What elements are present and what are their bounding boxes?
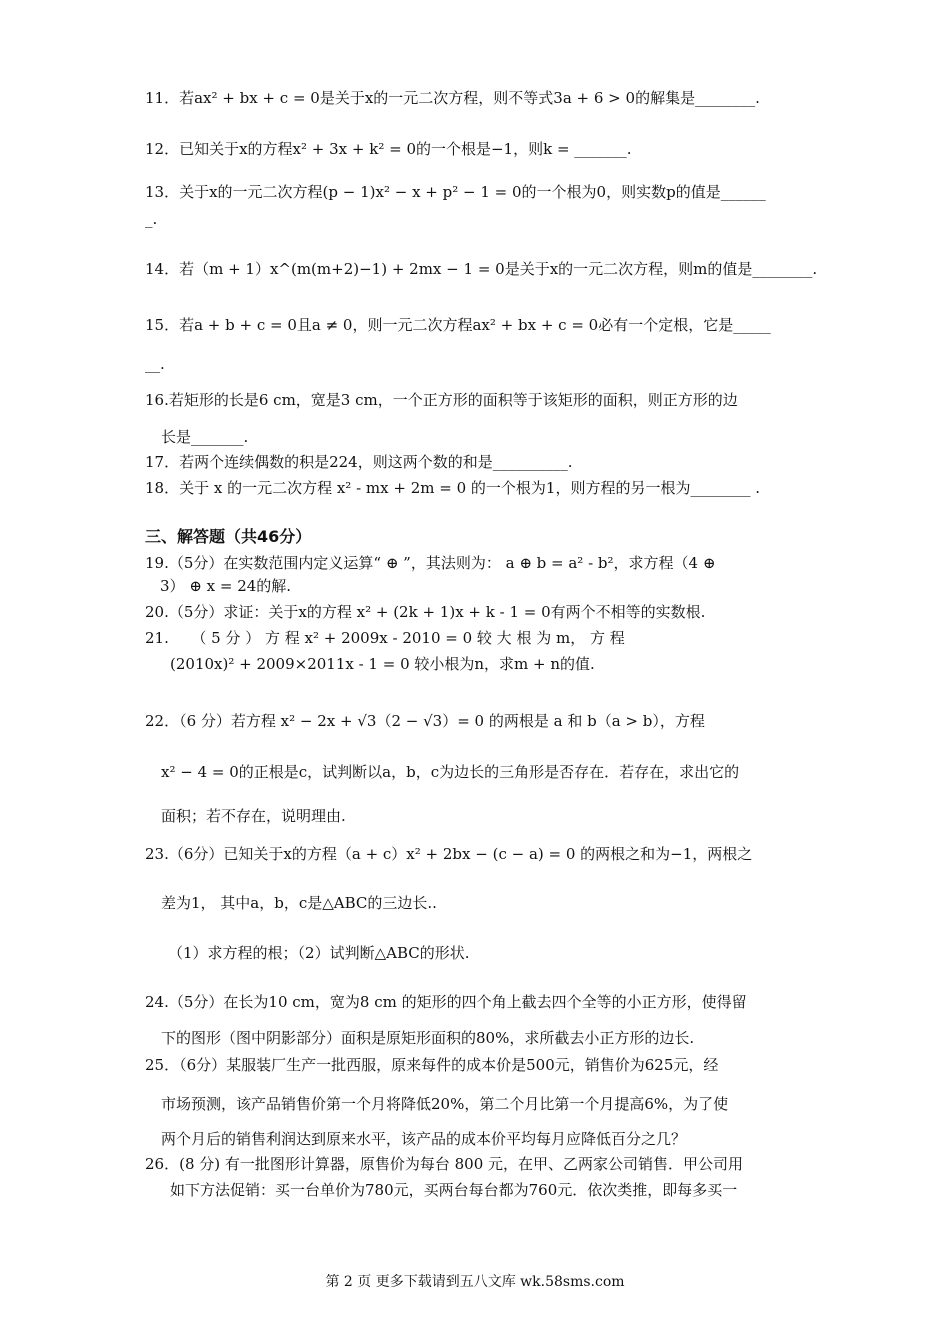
line-q12: 12．已知关于x的方程x² + 3x + k² = 0的一个根是−1，则k = _______. bbox=[145, 140, 632, 158]
line-q22b: x² − 4 = 0的正根是c，试判断以a，b，c为边长的三角形是否存在．若存在，求出它的 bbox=[161, 763, 740, 781]
line-q23c: （1）求方程的根；（2）试判断△ABC的形状. bbox=[168, 944, 470, 962]
line-q20: 20.（5分）求证：关于x的方程 x² + (2k + 1)x + k - 1 = 0有两个不相等的实数根. bbox=[145, 603, 706, 621]
line-q22a: 22．（6 分）若方程 x² − 2x + √3（2 − √3）= 0 的两根是 a 和 b（a > b），方程 bbox=[145, 712, 705, 730]
line-q15b: __. bbox=[145, 355, 165, 373]
section-heading: 三、解答题（共46分） bbox=[145, 527, 312, 546]
line-q24b: 下的图形（图中阴影部分）面积是原矩形面积的80%，求所截去小正方形的边长. bbox=[161, 1029, 695, 1047]
line-q25b: 市场预测，该产品销售价第一个月将降低20%，第二个月比第一个月提高6%，为了使 bbox=[161, 1095, 729, 1113]
line-q26b: 如下方法促销：买一台单价为780元，买两台每台都为760元．依次类推，即每多买一 bbox=[170, 1181, 738, 1199]
line-q14: 14．若（m + 1）x^(m(m+2)−1) + 2mx − 1 = 0是关于x的一元二次方程，则m的值是________. bbox=[145, 260, 818, 278]
line-q16a: 16.若矩形的长是6 cm，宽是3 cm，一个正方形的面积等于该矩形的面积，则正方形的边 bbox=[145, 391, 738, 409]
line-q26a: 26．(8 分) 有一批图形计算器，原售价为每台 800 元，在甲、乙两家公司销售．甲公司用 bbox=[145, 1155, 744, 1173]
line-q18: 18．关于 x 的一元二次方程 x² - mx + 2m = 0 的一个根为1，则方程的另一根为________ . bbox=[145, 479, 760, 497]
line-q22c: 面积；若不存在，说明理由. bbox=[161, 807, 346, 825]
line-q15a: 15．若a + b + c = 0且a ≠ 0，则一元二次方程ax² + bx + c = 0必有一个定根，它是_____ bbox=[145, 316, 771, 334]
line-q21b: (2010x)² + 2009×2011x - 1 = 0 较小根为n，求m + n的值. bbox=[170, 655, 595, 673]
line-q25a: 25．（6分）某服装厂生产一批西服，原来每件的成本价是500元，销售价为625元，经 bbox=[145, 1056, 719, 1074]
line-q24a: 24.（5分）在长为10 cm，宽为8 cm 的矩形的四个角上截去四个全等的小正方形，使得留 bbox=[145, 993, 747, 1011]
line-q19b: 3） ⊕ x = 24的解. bbox=[160, 577, 292, 595]
line-q16b: 长是_______. bbox=[161, 428, 249, 446]
line-q11: 11．若ax² + bx + c = 0是关于x的一元二次方程，则不等式3a + 6 > 0的解集是________. bbox=[145, 89, 760, 107]
line-q23a: 23.（6分）已知关于x的方程（a + c）x² + 2bx − (c − a) = 0 的两根之和为−1，两根之 bbox=[145, 845, 753, 863]
line-q23b: 差为1， 其中a，b，c是△ABC的三边长.. bbox=[161, 894, 437, 912]
line-q25c: 两个月后的销售利润达到原来水平，该产品的成本价平均每月应降低百分之几？ bbox=[161, 1130, 687, 1148]
line-q17: 17．若两个连续偶数的积是224，则这两个数的和是__________. bbox=[145, 453, 573, 471]
line-q19a: 19.（5分）在实数范围内定义运算“ ⊕ ”，其法则为： a ⊕ b = a² - b²，求方程（4 ⊕ bbox=[145, 554, 716, 572]
line-q13a: 13．关于x的一元二次方程(p − 1)x² − x + p² − 1 = 0的一个根为0，则实数p的值是______ bbox=[145, 183, 766, 201]
page-footer: 第 2 页 更多下载请到五八文库 wk.58sms.com bbox=[325, 1274, 625, 1290]
line-q13b: _. bbox=[145, 210, 158, 228]
line-q21a: 21. （ 5 分 ） 方 程 x² + 2009x - 2010 = 0 较 大 根 为 m， 方 程 bbox=[145, 629, 625, 647]
